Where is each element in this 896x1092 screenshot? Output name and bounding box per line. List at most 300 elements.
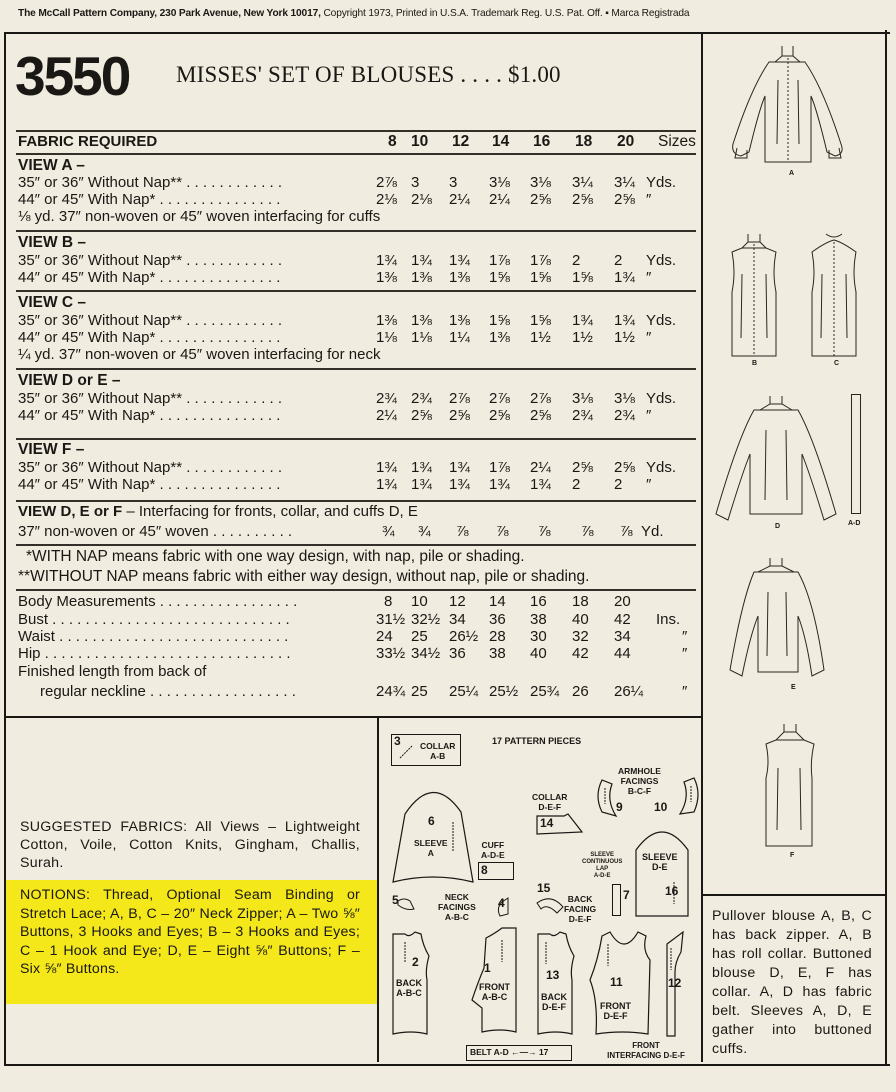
cell: 1¾ [411, 476, 432, 493]
cell: 34 [614, 628, 631, 645]
cell: 2⅝ [489, 407, 510, 424]
unit: Yds. [646, 459, 677, 476]
rule [16, 230, 696, 232]
grainline-arrow-icon [398, 742, 418, 762]
piece-views: D-E [652, 862, 668, 872]
piece-number: 15 [537, 881, 551, 895]
pattern-number: 3550 [15, 45, 130, 107]
row-label: 44″ or 45″ With Nap* . . . . . . . . . . . . . . . [18, 476, 281, 493]
cell: 34 [449, 611, 466, 628]
row-label: 35″ or 36″ Without Nap** . . . . . . . . . . . . [18, 252, 283, 269]
cell: 2 [572, 252, 581, 269]
cell: 1⅞ [489, 252, 510, 269]
cell: 1⅜ [411, 269, 432, 286]
cell: 1⅜ [411, 312, 432, 329]
cell: 3⅛ [572, 390, 593, 407]
piece-name: SLEEVE [590, 852, 615, 858]
cell: 33½ [376, 645, 406, 662]
piece-label [582, 852, 622, 880]
piece-label [414, 838, 448, 858]
piece-number: 13 [546, 968, 560, 982]
cell: 2⅝ [572, 459, 593, 476]
piece-label [564, 894, 596, 924]
cell: 3 [449, 174, 458, 191]
cell: 1⅜ [376, 269, 397, 286]
cell: 1½ [530, 329, 551, 346]
unit: Yds. [646, 174, 677, 191]
piece-views: B-C-F [627, 786, 652, 796]
note-text: ⅛ yd. 37″ non-woven or 45″ woven interfacing for cuffs [18, 208, 381, 225]
unit: Ins. [656, 611, 681, 628]
sizes-label: Sizes [658, 133, 696, 150]
interfacing-heading-text [18, 503, 418, 520]
cell: 1¾ [530, 476, 551, 493]
piece-number: 9 [616, 800, 623, 814]
cell: 25¼ [449, 683, 479, 700]
cell: 1¾ [572, 312, 593, 329]
piece-label [600, 1001, 631, 1021]
view-heading: VIEW B – [18, 234, 87, 251]
row-label: Bust . . . . . . . . . . . . . . . . . . . . . . . . . . . . . [18, 611, 290, 628]
piece-label [420, 741, 455, 761]
piece-views: D-E-F [542, 1002, 566, 1012]
piece-name: FACINGS [438, 902, 476, 912]
size-header: 14 [489, 593, 506, 610]
cell: 2¼ [489, 191, 510, 208]
unit: Yds. [646, 252, 677, 269]
size-header: 16 [533, 133, 551, 150]
table-row [18, 191, 698, 208]
size-header: 8 [388, 133, 397, 150]
cell: 1½ [572, 329, 593, 346]
piece-views: A [427, 848, 434, 858]
unit: Yd. [641, 523, 664, 540]
cell: 1⅞ [530, 252, 551, 269]
view-heading: VIEW D or E – [18, 372, 121, 389]
footnote-text: **WITHOUT NAP means fabric with either way design, without nap, pile or shading. [18, 568, 590, 585]
piece-label [642, 852, 678, 872]
size-header: 18 [575, 133, 593, 150]
finished-length-label [18, 663, 698, 680]
row-label: Finished length from back of [18, 663, 207, 680]
cell: ⅞ [496, 523, 509, 540]
unit: ″ [646, 269, 652, 286]
size-header: 14 [492, 133, 510, 150]
unit: ″ [682, 628, 688, 645]
piece-label [481, 840, 505, 860]
cell: 2 [572, 476, 581, 493]
piece-number: 7 [623, 888, 630, 902]
view-de-heading [18, 372, 698, 389]
piece-views: INTERFACING D-E-F [607, 1051, 685, 1060]
table-row [18, 329, 698, 346]
pattern-pieces-title: 17 PATTERN PIECES [492, 736, 582, 746]
piece-16-sleeve [634, 826, 690, 918]
cell: 1⅝ [489, 269, 510, 286]
cell: 1¾ [449, 252, 470, 269]
cell: 3¼ [614, 174, 635, 191]
cell: 26¼ [614, 683, 644, 700]
cell: 2¼ [376, 407, 397, 424]
size-header: 10 [411, 133, 429, 150]
piece-name: BACK [396, 978, 422, 988]
table-row [18, 269, 698, 286]
unit: ″ [682, 645, 688, 662]
view-label: F [790, 852, 795, 859]
unit: ″ [646, 476, 652, 493]
rule [16, 130, 696, 132]
row-label: 35″ or 36″ Without Nap** . . . . . . . . . . . . [18, 459, 283, 476]
rule [16, 368, 696, 370]
pattern-description: Pullover blouse A, B, C has back zipper. A, B has roll collar. Buttoned blouse D, E, F has collar. A, D has fabric belt. Sleeves A, D, E gather into buttoned cuffs. [712, 908, 872, 1057]
cell: 1¾ [376, 459, 397, 476]
piece-number: 4 [498, 896, 505, 910]
measurement-row-finished-length [18, 683, 698, 700]
piece-number: 16 [665, 884, 679, 898]
row-label: 37″ non-woven or 45″ woven . . . . . . . . . . [18, 523, 293, 540]
description-divider [703, 894, 886, 896]
unit: ″ [646, 329, 652, 346]
cell: 1⅝ [530, 312, 551, 329]
cell: 2⅝ [530, 407, 551, 424]
unit: ″ [682, 683, 688, 700]
piece-number: 1 [484, 961, 491, 975]
size-header: 10 [411, 593, 428, 610]
row-label: regular neckline . . . . . . . . . . . . . . . . . . [40, 683, 296, 700]
cell: ⅞ [538, 523, 551, 540]
cell: 1⅜ [376, 312, 397, 329]
cell: 2⅝ [572, 191, 593, 208]
cell: 26 [572, 683, 589, 700]
cell: 38 [489, 645, 506, 662]
unit: ″ [646, 407, 652, 424]
cell: 2⅛ [411, 191, 432, 208]
table-row [18, 312, 698, 329]
cell: 25½ [489, 683, 519, 700]
piece-number: 3 [394, 734, 401, 748]
blouse-view-d-illustration [710, 394, 850, 524]
cell: 1⅜ [449, 269, 470, 286]
rule [16, 438, 696, 440]
piece-number: 10 [654, 800, 668, 814]
cell: 1⅞ [489, 459, 510, 476]
size-header: 16 [530, 593, 547, 610]
cell: 40 [572, 611, 589, 628]
piece-views: A-D-E [593, 873, 611, 879]
piece-views: A-B-C [444, 912, 469, 922]
copyright-text: Copyright 1973, Printed in U.S.A. Trademark Reg. U.S. Pat. Off. ▪ Marca Registrada [320, 8, 690, 19]
size-header: 18 [572, 593, 589, 610]
cell: 2¼ [449, 191, 470, 208]
unit: ″ [646, 191, 652, 208]
row-label: 35″ or 36″ Without Nap** . . . . . . . . . . . . [18, 312, 283, 329]
piece-number: 6 [428, 814, 435, 828]
view-label: E [791, 684, 796, 691]
belt-illustration [851, 394, 861, 514]
cell: 3 [411, 174, 420, 191]
size-header: 12 [452, 133, 470, 150]
note-text: ¼ yd. 37″ non-woven or 45″ woven interfacing for neck [18, 346, 381, 363]
view-heading: VIEW A – [18, 157, 85, 174]
cell: 1⅜ [449, 312, 470, 329]
table-row [18, 390, 698, 407]
blouse-view-e-illustration [728, 556, 868, 686]
view-a-heading [18, 157, 698, 174]
pattern-title: MISSES' SET OF BLOUSES . . . . $1.00 [176, 62, 561, 87]
cell: 36 [449, 645, 466, 662]
blouse-view-f-illustration [762, 722, 822, 852]
piece-13-back [536, 930, 580, 1038]
table-row [18, 523, 698, 540]
piece-4-neck-facing [496, 898, 510, 918]
suggested-fabrics: SUGGESTED FABRICS: All Views – Lightweight Cotton, Voile, Cotton Knits, Gingham, Challis, Surah. [20, 819, 360, 871]
view-label: C [834, 360, 840, 367]
row-label: 44″ or 45″ With Nap* . . . . . . . . . . . . . . . [18, 191, 281, 208]
fabric-header-row [18, 133, 698, 150]
body-measurements-header [18, 593, 698, 610]
view-label: A-D [848, 520, 861, 527]
measurement-row-bust [18, 611, 698, 628]
cell: 2⅝ [449, 407, 470, 424]
notions: NOTIONS: Thread, Optional Seam Binding or Stretch Lace; A, B, C – 20″ Neck Zipper; A – Two ⅝″ Buttons, 3 Hooks and Eyes; B – 3 Hooks and Eyes; C – 1 Hook and Eye; D, E – Eight ⅝″ Buttons; F – Six ⅝″ Buttons. [20, 887, 360, 977]
piece-name: FRONT [600, 1001, 631, 1011]
blouse-view-a-illustration [705, 40, 865, 190]
interfacing-heading [18, 503, 698, 520]
piece-label [396, 978, 422, 998]
piece-name: NECK [444, 892, 469, 902]
cell: 1¾ [614, 269, 635, 286]
interfacing-heading-bold: VIEW D, E or F [18, 503, 123, 520]
blouse-view-b-illustration [726, 232, 786, 362]
row-label: Hip . . . . . . . . . . . . . . . . . . . . . . . . . . . . . . [18, 645, 291, 662]
size-header: 20 [614, 593, 631, 610]
cell: 40 [530, 645, 547, 662]
cell: 26½ [449, 628, 479, 645]
view-label: B [752, 360, 758, 367]
interfacing-heading-rest: – Interfacing for fronts, collar, and cuffs D, E [122, 503, 418, 520]
table-row [18, 174, 698, 191]
piece-name: ARMHOLE [618, 766, 661, 776]
bottom-divider [377, 718, 379, 1062]
cell: 30 [530, 628, 547, 645]
view-c-heading [18, 294, 698, 311]
view-label: D [775, 523, 781, 530]
cell: 38 [530, 611, 547, 628]
cell: 25¾ [530, 683, 560, 700]
piece-views: A-B-C [481, 992, 508, 1002]
cell: ⅞ [456, 523, 469, 540]
piece-name: COLLAR [532, 792, 568, 802]
cell: 1¾ [376, 476, 397, 493]
cell: 1¼ [449, 329, 470, 346]
unit: Yds. [646, 312, 677, 329]
cell: 1⅝ [530, 269, 551, 286]
footnote-text: *WITH NAP means fabric with one way design, with nap, pile or shading. [26, 548, 525, 565]
table-row [18, 476, 698, 493]
footnote-with-nap [26, 548, 706, 565]
cell: 1⅛ [411, 329, 432, 346]
cell: 24 [376, 628, 393, 645]
piece-label [541, 992, 567, 1012]
section-divider [4, 716, 703, 718]
blouse-view-c-illustration [806, 232, 866, 362]
cell: 28 [489, 628, 506, 645]
fabric-required-heading: FABRIC REQUIRED [18, 133, 158, 150]
piece-number: 14 [540, 816, 554, 830]
piece-name: CUFF [481, 840, 505, 850]
size-header: 8 [384, 593, 393, 610]
cell: 2⅞ [489, 390, 510, 407]
cell: 32 [572, 628, 589, 645]
cell: 2⅞ [530, 390, 551, 407]
view-heading: VIEW F – [18, 441, 85, 458]
cell: 2¾ [376, 390, 397, 407]
piece-views: D-E-F [568, 914, 592, 924]
cell: 1¾ [376, 252, 397, 269]
cell: 1⅝ [489, 312, 510, 329]
cell: ¾ [382, 523, 395, 540]
measurement-row-hip [18, 645, 698, 662]
size-header: 20 [617, 133, 635, 150]
view-a-note [18, 208, 698, 225]
view-heading: VIEW C – [18, 294, 87, 311]
piece-6-sleeve [393, 786, 473, 886]
cell: 42 [572, 645, 589, 662]
rule [16, 589, 696, 591]
cell: 1¾ [449, 476, 470, 493]
table-row [18, 459, 698, 476]
piece-views: A-D-E [481, 850, 505, 860]
view-label: A [789, 170, 795, 177]
piece-name: FRONT [479, 982, 510, 992]
piece-name: BACK [541, 992, 567, 1002]
rule [16, 290, 696, 292]
piece-number: 2 [412, 955, 419, 969]
cell: 2⅞ [449, 390, 470, 407]
piece-number: 11 [610, 975, 623, 989]
piece-views: D-E-F [603, 1011, 628, 1021]
piece-10-armhole-facing [672, 776, 702, 816]
publisher-line [18, 8, 888, 19]
table-row [18, 407, 698, 424]
piece-15-back-facing [537, 897, 565, 915]
cell: 2¾ [572, 407, 593, 424]
row-label: 44″ or 45″ With Nap* . . . . . . . . . . . . . . . [18, 329, 281, 346]
cell: 2 [614, 476, 623, 493]
publisher-name: The McCall Pattern Company, 230 Park Avenue, New York 10017, [18, 8, 321, 19]
cell: 32½ [411, 611, 441, 628]
table-row [18, 252, 698, 269]
row-label: Waist . . . . . . . . . . . . . . . . . . . . . . . . . . . . [18, 628, 289, 645]
cell: 44 [614, 645, 631, 662]
cell: 2⅞ [376, 174, 397, 191]
piece-label: BELT A-D ←—→ 17 [470, 1047, 549, 1057]
piece-label [618, 766, 661, 796]
cell: 2¾ [411, 390, 432, 407]
cell: 2⅛ [376, 191, 397, 208]
body-measurements-heading: Body Measurements . . . . . . . . . . . . . . . . . [18, 593, 298, 610]
piece-name: COLLAR [420, 741, 456, 751]
cell: 2¼ [530, 459, 551, 476]
cell: 1¾ [411, 252, 432, 269]
piece-views: A-B [430, 751, 446, 761]
piece-label [479, 982, 510, 1002]
cell: 2⅝ [614, 459, 635, 476]
cell: 2⅝ [411, 407, 432, 424]
cell: 1¾ [411, 459, 432, 476]
row-label: 35″ or 36″ Without Nap** . . . . . . . . . . . . [18, 174, 283, 191]
rule [16, 153, 696, 155]
footnote-without-nap [18, 568, 698, 585]
view-c-note [18, 346, 698, 363]
cell: ¾ [418, 523, 431, 540]
piece-number: 12 [668, 976, 682, 990]
piece-number: 8 [481, 863, 488, 877]
cell: 1¾ [489, 476, 510, 493]
row-label: 44″ or 45″ With Nap* . . . . . . . . . . . . . . . [18, 407, 281, 424]
cell: 2⅝ [530, 191, 551, 208]
cell: 42 [614, 611, 631, 628]
column-divider [701, 32, 703, 1062]
cell: ⅞ [581, 523, 594, 540]
piece-name: SLEEVE [642, 852, 678, 862]
piece-name: SLEEVE [414, 838, 448, 848]
piece-name: FRONT [632, 1041, 660, 1050]
piece-views: A-B-C [396, 988, 422, 998]
view-f-heading [18, 441, 698, 458]
cell: 3⅛ [614, 390, 635, 407]
cell: 36 [489, 611, 506, 628]
rule [16, 544, 696, 546]
cell: 31½ [376, 611, 406, 628]
cell: 1¾ [449, 459, 470, 476]
cell: 34½ [411, 645, 441, 662]
cell: 3¼ [572, 174, 593, 191]
cell: 1⅛ [376, 329, 397, 346]
rule [16, 500, 696, 502]
piece-name: FACING [564, 904, 597, 914]
size-header: 12 [449, 593, 466, 610]
cell: 1¾ [614, 312, 635, 329]
piece-7-sleeve-lap [612, 884, 621, 916]
piece-label [532, 792, 567, 812]
piece-label [438, 892, 476, 922]
row-label: 35″ or 36″ Without Nap** . . . . . . . . . . . . [18, 390, 283, 407]
cell: 25 [411, 683, 428, 700]
cell: 2¾ [614, 407, 635, 424]
piece-label [592, 1041, 700, 1061]
piece-number: 5 [392, 893, 399, 907]
measurement-row-waist [18, 628, 698, 645]
cell: 1⅜ [489, 329, 510, 346]
cell: 3⅛ [489, 174, 510, 191]
cell: 25 [411, 628, 428, 645]
row-label: 44″ or 45″ With Nap* . . . . . . . . . . . . . . . [18, 269, 281, 286]
piece-name: FACINGS [620, 776, 659, 786]
cell: 1⅝ [572, 269, 593, 286]
cell: 24¾ [376, 683, 406, 700]
cell: 2 [614, 252, 623, 269]
cell: ⅞ [620, 523, 633, 540]
piece-views: D-E-F [538, 802, 562, 812]
view-b-heading [18, 234, 698, 251]
cell: 2⅝ [614, 191, 635, 208]
unit: Yds. [646, 390, 677, 407]
piece-name: CONTINUOUS [582, 859, 623, 865]
piece-name: LAP [596, 866, 609, 872]
cell: 1½ [614, 329, 635, 346]
piece-name: BACK [567, 894, 593, 904]
